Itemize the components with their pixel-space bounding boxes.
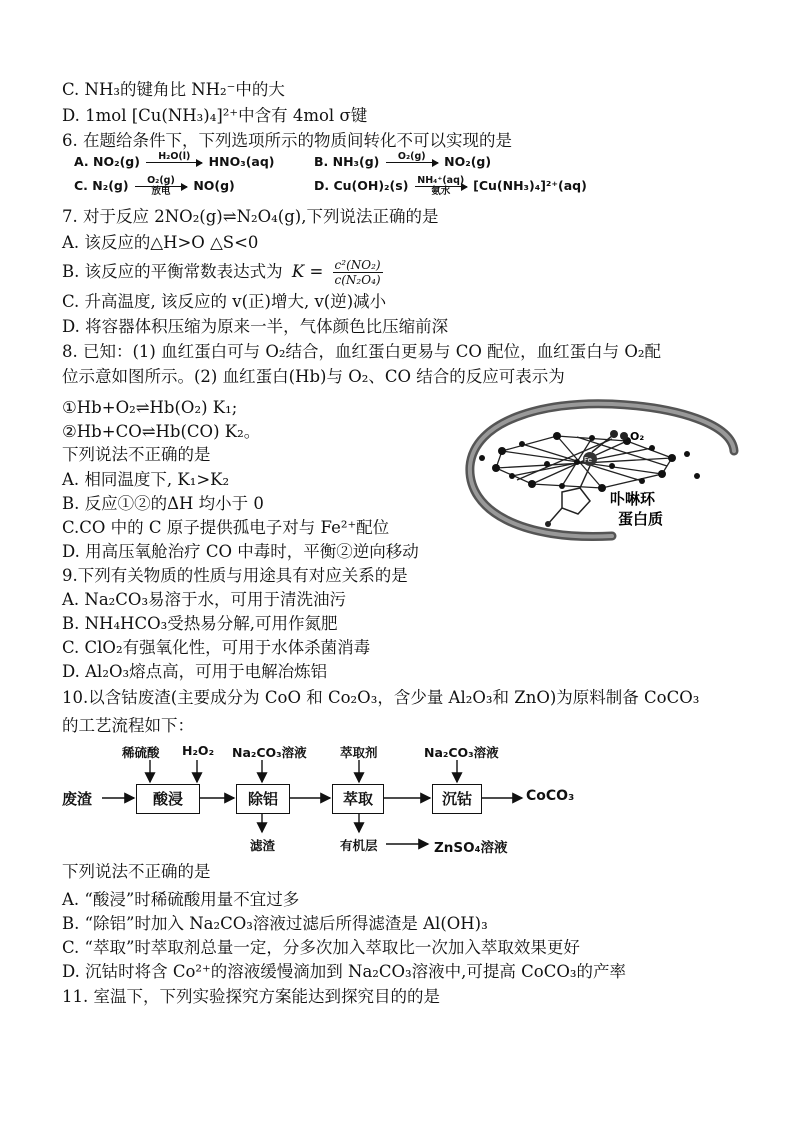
flow-input-h2o2: H₂O₂ <box>182 743 215 758</box>
q8-option-b: B. 反应①②的ΔH 均小于 0 <box>62 494 264 513</box>
q8-stem-1: 8. 已知：(1) 血红蛋白可与 O₂结合，血红蛋白更易与 CO 配位，血红蛋白与 O₂配 <box>62 342 662 361</box>
flow-step-precipitate-co: 沉钴 <box>432 784 482 814</box>
q11-stem: 11. 室温下，下列实验探究方案能达到探究目的的是 <box>62 987 440 1006</box>
q6-option-b: B. NH₃(g) O₂(g) NO₂(g) <box>314 151 492 169</box>
q6-option-c: C. N₂(g) O₂(g) 放电 NO(g) <box>74 175 235 197</box>
q10-option-c: C. “萃取”时萃取剂总量一定，分多次加入萃取比一次加入萃取效果更好 <box>62 938 580 957</box>
q8-reaction-1: ①Hb+O₂⇌Hb(O₂) K₁; <box>62 398 238 417</box>
flow-input-na2co3-2: Na₂CO₃溶液 <box>424 745 499 760</box>
q8-option-a: A. 相同温度下, K₁>K₂ <box>62 470 230 489</box>
q7-option-c: C. 升高温度, 该反应的 v(正)增大, v(逆)减小 <box>62 292 387 311</box>
q7-stem: 7. 对于反应 2NO₂(g)⇌N₂O₄(g),下列说法正确的是 <box>62 207 439 226</box>
protein-label: 蛋白质 <box>618 510 664 528</box>
q10-stem-2: 的工艺流程如下： <box>62 716 194 735</box>
flow-znso4: ZnSO₄溶液 <box>434 840 508 856</box>
flow-step-acid-leach: 酸浸 <box>136 784 200 814</box>
q7-option-d: D. 将容器体积压缩为原来一半，气体颜色比压缩前深 <box>62 317 449 336</box>
q9-option-a: A. Na₂CO₃易溶于水，可用于清洗油污 <box>62 590 347 609</box>
q8-question: 下列说法不正确的是 <box>62 445 211 464</box>
q6-option-d: D. Cu(OH)₂(s) NH₄⁺(aq) 氨水 [Cu(NH₃)₄]²⁺(aq) <box>314 175 587 197</box>
hemoglobin-figure <box>462 396 746 546</box>
q10-stem-1: 10.以含钴废渣(主要成分为 CoO 和 Co₂O₃，含少量 Al₂O₃和 ZnO)为原料制备 CoCO₃ <box>62 688 700 707</box>
q5-option-c: C. NH₃的键角比 NH₂⁻中的大 <box>62 80 285 99</box>
flow-organic-layer: 有机层 <box>340 838 378 853</box>
q7-option-b: B. 该反应的平衡常数表达式为 K = $\frac{\text{c²(NO₂)}}{\text{c(N₂O₄)}}$ <box>62 258 381 287</box>
q5-option-d: D. 1mol [Cu(NH₃)₄]²⁺中含有 4mol σ键 <box>62 106 368 125</box>
q10-question: 下列说法不正确的是 <box>62 862 211 881</box>
q8-stem-2: 位示意如图所示。(2) 血红蛋白(Hb)与 O₂、CO 结合的反应可表示为 <box>62 367 565 386</box>
q10-option-d: D. 沉钴时将含 Co²⁺的溶液缓慢滴加到 Na₂CO₃溶液中,可提高 CoCO₃的产率 <box>62 962 626 981</box>
q9-stem: 9.下列有关物质的性质与用途具有对应关系的是 <box>62 566 408 585</box>
flow-input-extractant: 萃取剂 <box>340 745 378 760</box>
flow-step-extract: 萃取 <box>332 784 384 814</box>
q10-option-a: A. “酸浸”时稀硫酸用量不宜过多 <box>62 890 300 909</box>
flow-step-remove-al: 除铝 <box>236 784 290 814</box>
fe-label: Fe <box>584 456 592 464</box>
flow-product: CoCO₃ <box>526 788 575 804</box>
q8-option-c: C.CO 中的 C 原子提供孤电子对与 Fe²⁺配位 <box>62 518 390 537</box>
q8-option-d: D. 用高压氧舱治疗 CO 中毒时，平衡②逆向移动 <box>62 542 419 561</box>
flow-input-h2so4: 稀硫酸 <box>122 745 160 760</box>
q9-option-d: D. Al₂O₃熔点高，可用于电解冶炼铝 <box>62 662 328 681</box>
heme-diagram <box>462 396 746 546</box>
q6-option-a: A. NO₂(g) H₂O(l) HNO₃(aq) <box>74 151 275 169</box>
flow-start: 废渣 <box>62 790 93 808</box>
q7-option-a: A. 该反应的△H>O △S<0 <box>62 233 259 252</box>
equilibrium-fraction: $\frac{\text{c²(NO₂)}}{\text{c(N₂O₄)}}$ <box>334 258 381 287</box>
o2-label: O₂ <box>630 430 645 443</box>
porphyrin-ring-label: 卟啉环 <box>610 490 656 508</box>
q10-option-b: B. “除铝”时加入 Na₂CO₃溶液过滤后所得滤渣是 Al(OH)₃ <box>62 914 488 933</box>
process-flowchart <box>62 740 602 856</box>
flow-input-na2co3-1: Na₂CO₃溶液 <box>232 745 307 760</box>
q9-option-c: C. ClO₂有强氧化性，可用于水体杀菌消毒 <box>62 638 371 657</box>
q8-reaction-2: ②Hb+CO⇌Hb(CO) K₂。 <box>62 422 261 441</box>
q9-option-b: B. NH₄HCO₃受热易分解,可用作氮肥 <box>62 614 338 633</box>
flow-residue: 滤渣 <box>250 838 276 853</box>
q6-stem: 6. 在题给条件下，下列选项所示的物质间转化不可以实现的是 <box>62 131 512 150</box>
